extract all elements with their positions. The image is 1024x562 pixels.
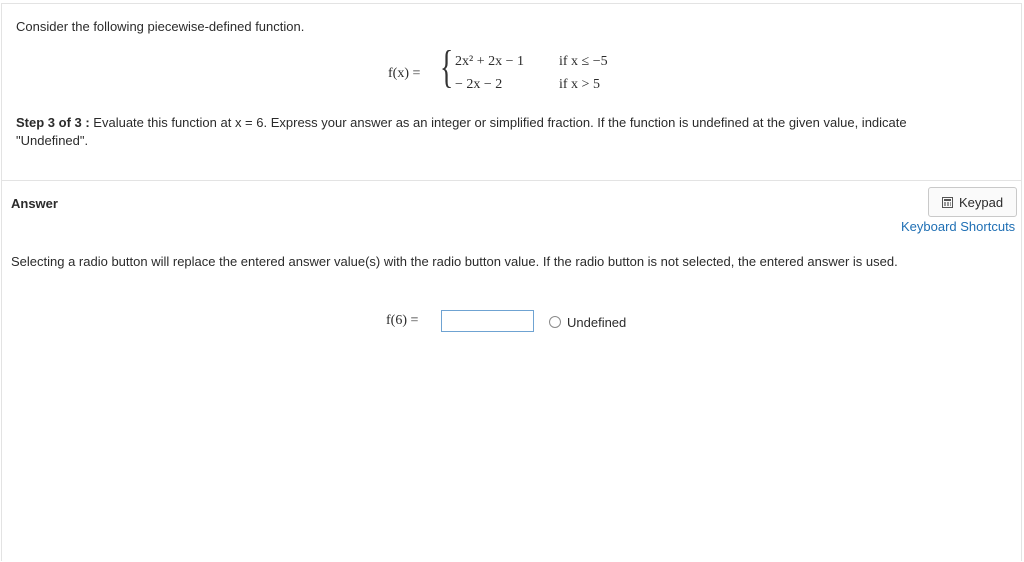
undefined-radio-label[interactable]: Undefined [567,315,627,330]
answer-input[interactable] [441,310,534,332]
keyboard-shortcuts-link[interactable]: Keyboard Shortcuts [901,219,1016,234]
keypad-label: Keypad [958,194,1004,210]
keypad-button[interactable] [928,187,1017,217]
step-text: Evaluate this function at x = 6. Express your answer as an integer or simplified fraction. If the function is undefined at the given value, indicate "Undefined". [16,115,907,148]
case-2-expression: − 2x − 2 [455,77,503,92]
undefined-radio[interactable] [549,316,561,328]
case-1-condition: if x ≤ −5 [559,54,608,69]
case-2-condition: if x > 5 [559,77,600,92]
question-intro: Consider the following piecewise-defined function. [16,19,305,34]
answer-heading: Answer [11,196,58,211]
left-brace: { [440,41,454,92]
answer-prompt: f(6) = [386,313,419,328]
calculator-icon [942,197,953,208]
step-instructions [16,114,946,150]
section-divider [2,180,1021,181]
step-label: Step 3 of 3 : [16,115,90,130]
content-frame [1,3,1022,561]
case-1-expression: 2x² + 2x − 1 [455,54,524,69]
radio-note: Selecting a radio button will replace the entered answer value(s) with the radio button value. If the radio button is not selected, the entered answer is used. [11,254,898,269]
function-label: f(x) = [388,66,421,81]
